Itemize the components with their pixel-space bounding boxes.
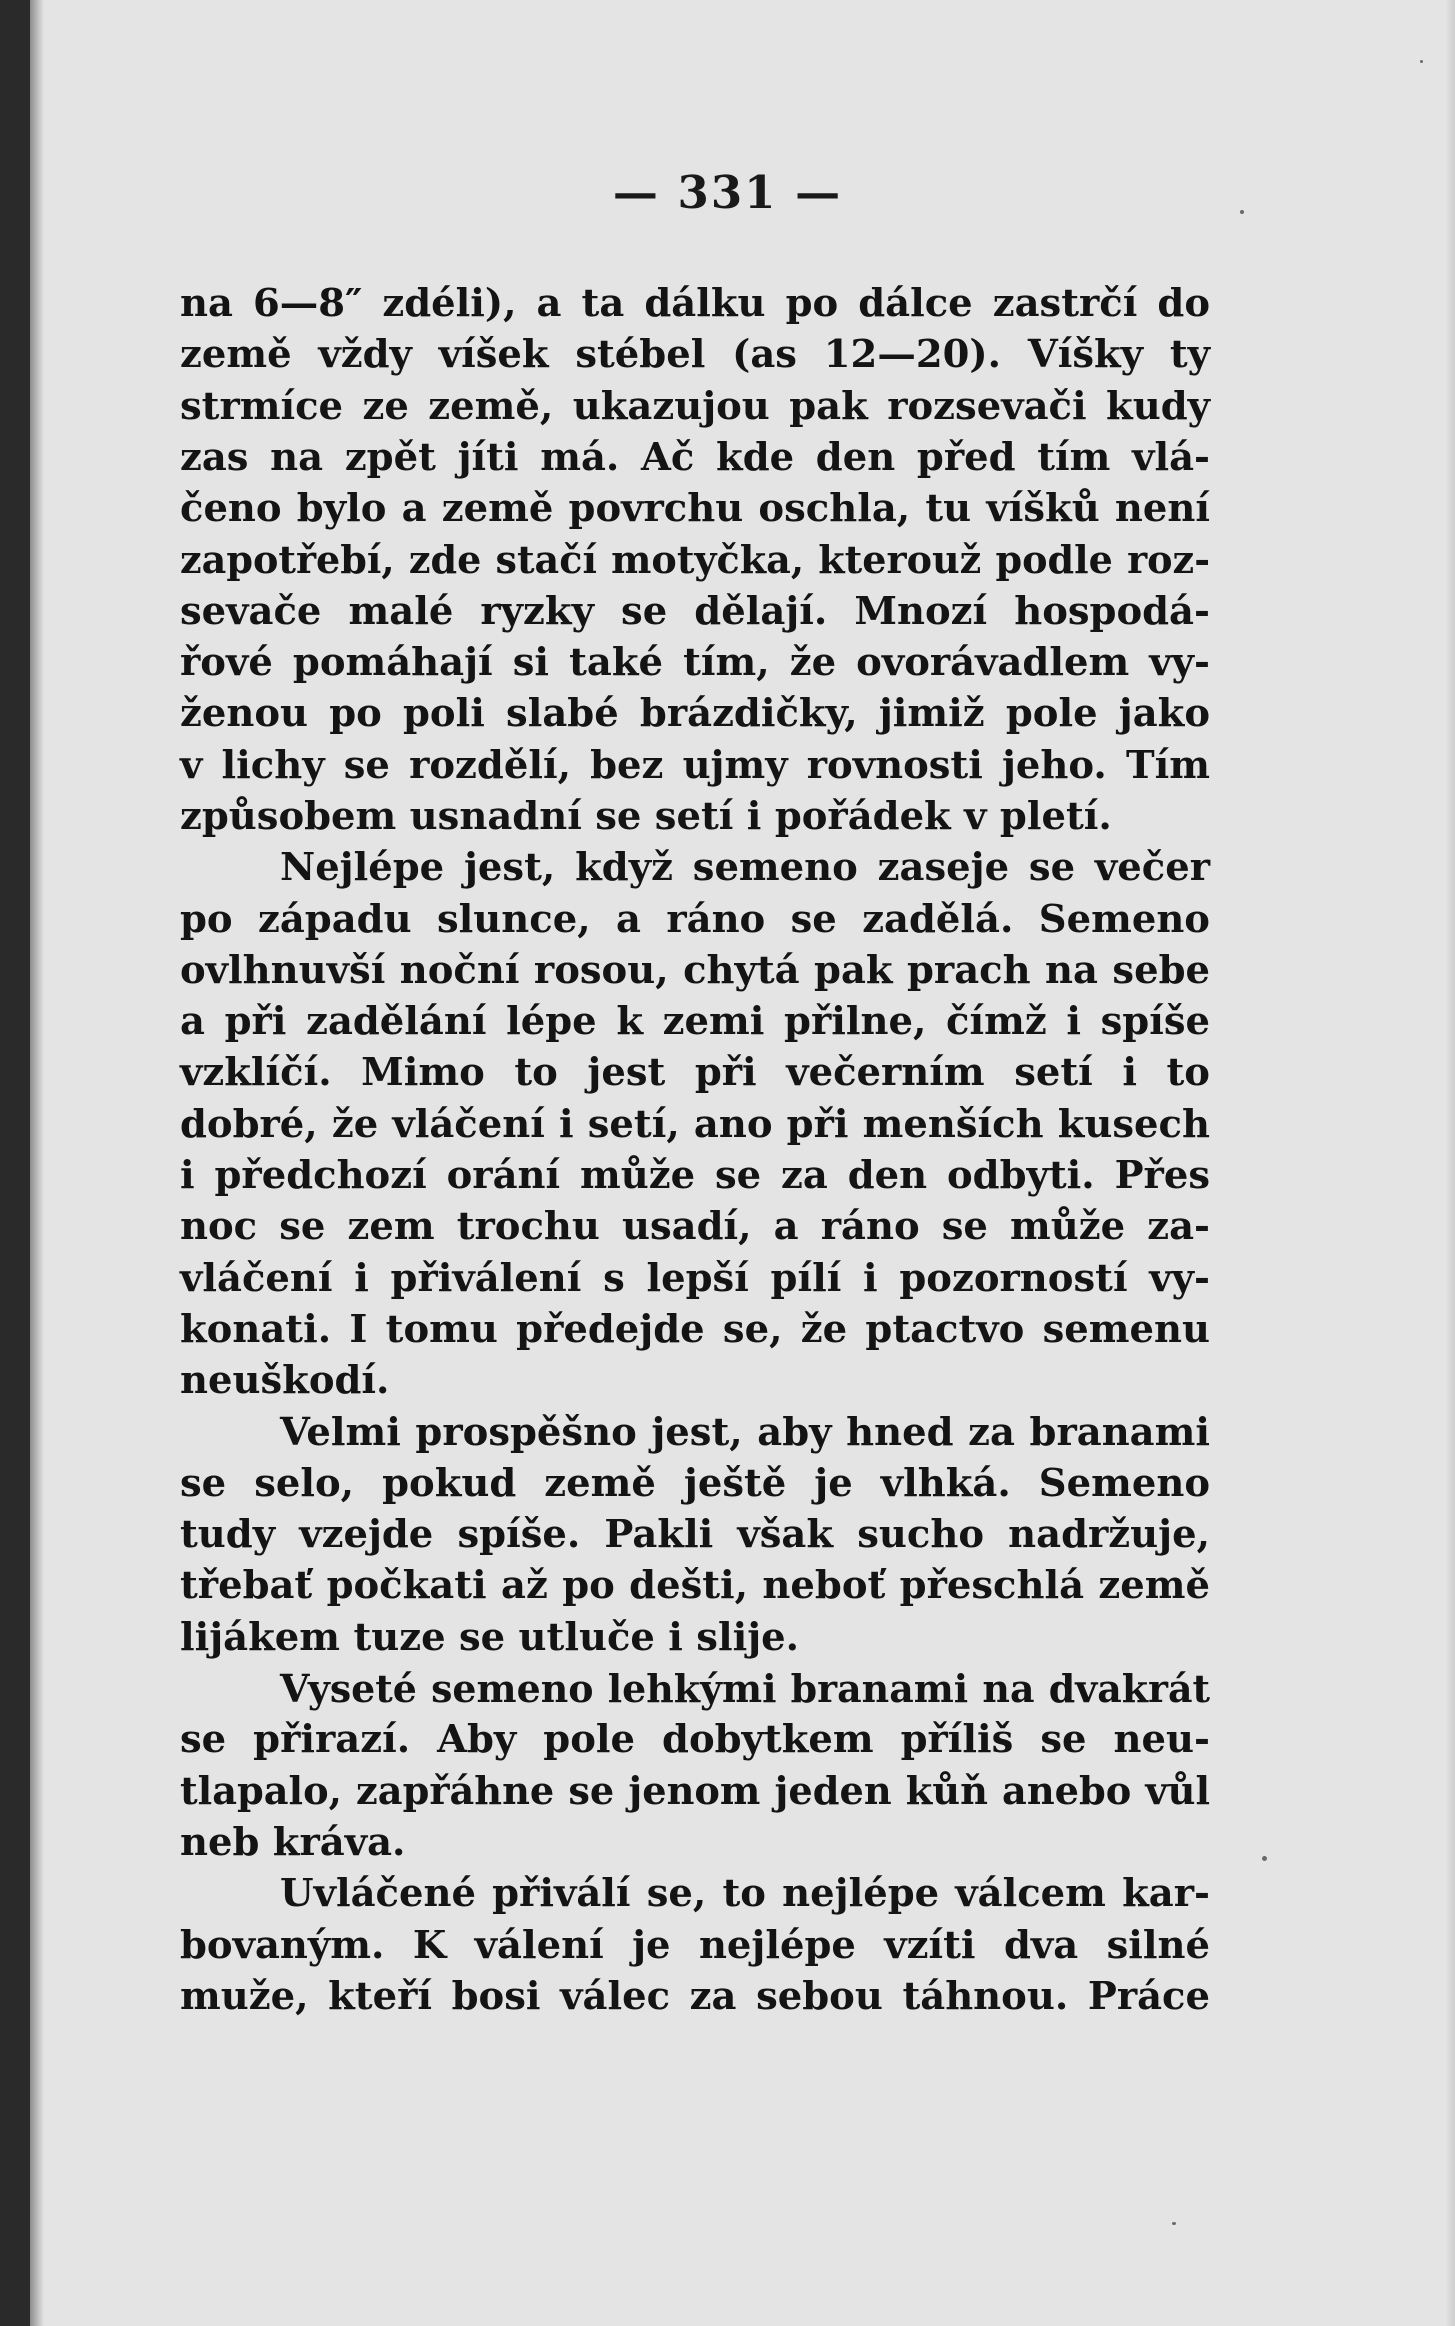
text-line: konati. I tomu předejde se, že ptactvo semenu [180, 1306, 1210, 1352]
text-line: třebať počkati až po dešti, neboť přeschlá země [180, 1563, 1210, 1609]
text-line: v lichy se rozdělí, bez ujmy rovnosti jeho. Tím [180, 742, 1210, 788]
text-line: dobré, že vláčení i setí, ano při menších kusech [180, 1101, 1210, 1147]
text-line: bovaným. K válení je nejlépe vzíti dva silné [180, 1922, 1210, 1968]
text-line: na 6—8″ zdéli), a ta dálku po dálce zastrčí do [180, 281, 1210, 326]
text-line: Nejlépe jest, když semeno zaseje se večer [280, 845, 1210, 891]
text-line: sevače malé ryzky se dělají. Mnozí hospodá- [180, 588, 1210, 634]
text-line: vláčení i přiválení s lepší pílí i pozorností vy- [180, 1255, 1210, 1301]
text-line: čeno bylo a země povrchu oschla, tu víšků není [180, 486, 1210, 532]
text-line: země vždy víšek stébel (as 12—20). Víšky ty [180, 332, 1210, 378]
text-line: lijákem tuze se utluče i slije. [180, 1614, 800, 1660]
body-text [180, 278, 1210, 2022]
book-binding-edge [0, 0, 30, 2326]
paper-speck [1420, 60, 1423, 63]
text-line: vzklíčí. Mimo to jest při večerním setí i to [180, 1050, 1210, 1096]
text-line: noc se zem trochu usadí, a ráno se může za- [180, 1204, 1210, 1250]
text-line: strmíce ze země, ukazujou pak rozsevači kudy [180, 383, 1210, 429]
text-line: zapotřebí, zde stačí motyčka, kterouž podle roz- [180, 537, 1210, 583]
text-line: po západu slunce, a ráno se zadělá. Semeno [180, 896, 1210, 942]
text-line: neuškodí. [180, 1358, 390, 1404]
text-line: i předchozí orání může se za den odbyti. Přes [180, 1153, 1210, 1199]
text-line: se selo, pokud země ještě je vlhká. Semeno [180, 1460, 1210, 1506]
text-line: Velmi prospěšno jest, aby hned za branami [280, 1409, 1210, 1455]
paper-speck [1262, 1856, 1267, 1861]
text-line: ženou po poli slabé brázdičky, jimiž pole jako [180, 691, 1210, 737]
paper-speck [1240, 210, 1244, 214]
text-line: řové pomáhají si také tím, že ovorávadlem vy- [180, 640, 1210, 686]
text-line: neb kráva. [180, 1819, 406, 1865]
text-line: způsobem usnadní se setí i pořádek v pletí. [180, 793, 1112, 839]
paper-speck [1172, 2222, 1176, 2225]
text-line: se přirazí. Aby pole dobytkem příliš se neu- [180, 1717, 1210, 1763]
page-number: — 331 — [612, 166, 843, 219]
text-line: tudy vzejde spíše. Pakli však sucho nadržuje, [180, 1512, 1210, 1558]
text-line: tlapalo, zapřáhne se jenom jeden kůň anebo vůl [180, 1768, 1210, 1814]
text-line: Uvláčené přiválí se, to nejlépe válcem kar- [280, 1871, 1210, 1917]
binding-shadow [30, 0, 44, 2326]
text-line: zas na zpět jíti má. Ač kde den před tím vlá- [180, 434, 1210, 480]
text-line: ovlhnuvší noční rosou, chytá pak prach na sebe [180, 947, 1210, 993]
text-line: a při zadělání lépe k zemi přilne, čímž i spíše [180, 999, 1210, 1045]
page-right-edge [1445, 0, 1455, 2326]
text-line: muže, kteří bosi válec za sebou táhnou. Práce [180, 1973, 1210, 2019]
text-line: Vyseté semeno lehkými branami na dvakrát [280, 1666, 1210, 1712]
